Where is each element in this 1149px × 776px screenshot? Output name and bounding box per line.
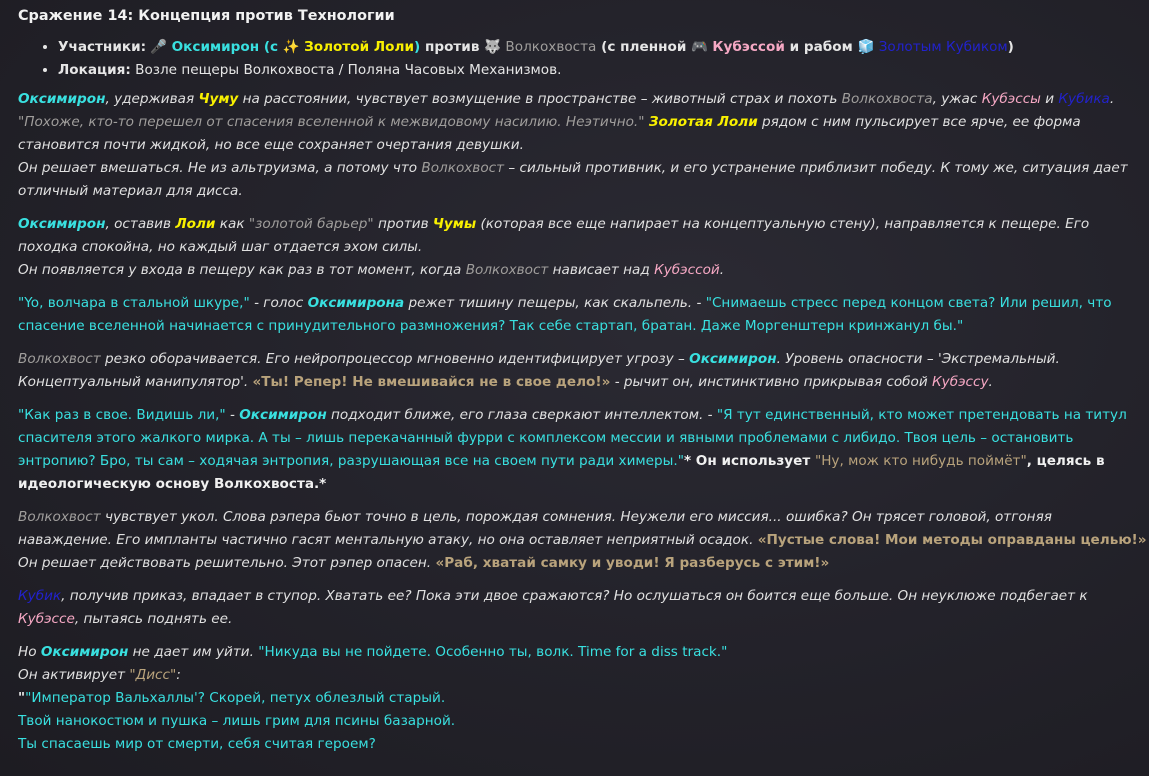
text: Но	[18, 644, 41, 660]
text: нависает над	[548, 262, 655, 278]
paragraph-5	[18, 404, 1149, 496]
text: .	[1109, 91, 1115, 107]
cube-name: Кубик	[18, 588, 62, 604]
wolf-name: Волкохвост	[421, 160, 505, 176]
quote: «Раб, хватай самку и уводи! Я разберусь с этим!»	[435, 555, 830, 571]
paragraph-4	[18, 348, 1149, 394]
oxi-name: Оксимирон	[40, 644, 129, 660]
text: режет тишину пещеры, как скальпель. -	[404, 295, 706, 311]
chuma-name: Чумы	[432, 216, 477, 232]
ice-cube-icon: 🧊	[857, 39, 875, 55]
microphone-icon: 🎤	[150, 39, 168, 55]
text: , пытаясь поднять ее.	[74, 611, 233, 627]
text: . Уровень опасности – 'Экстремальный. Концептуальный манипулятор'.	[18, 351, 1060, 390]
quote: "Никуда вы не пойдете. Особенно ты, волк. Time for a diss track."	[258, 644, 728, 660]
wolf-name: Волкохвоста	[841, 91, 933, 107]
quote: "Yo, волчара в стальной шкуре,"	[18, 295, 250, 311]
quote: "Похоже, кто-то перешел от спасения вселенной к межвидовому насилию. Неэтично."	[18, 114, 645, 130]
kub-name: Кубэссы	[981, 91, 1041, 107]
paragraph-7	[18, 585, 1149, 631]
oxi-name: Оксимирон	[18, 91, 106, 107]
slave-text: и рабом	[784, 39, 858, 55]
cube-name: Золотым Кубиком	[878, 39, 1008, 55]
text: – сильный противник, и его устранение приблизит победу. К тому же, ситуация дает отличный материал для дисса.	[18, 160, 1128, 199]
text: -	[225, 407, 240, 423]
paragraph-2	[18, 213, 1149, 282]
loli-name: Золотой Лоли	[304, 39, 414, 55]
paragraph-8	[18, 641, 1149, 756]
quote: «Пустые слова! Мои методы оправданы целью!»	[757, 532, 1147, 548]
verse-line: "Император Вальхаллы'? Скорей, петух облезлый старый.	[25, 690, 446, 706]
text: , ужас	[932, 91, 982, 107]
quote: "Снимаешь стресс перед концом света? Или решил, что спасение вселенной начинается с принудительного размножения? Так себе стартап, братан. Даже Моргенштерн кринжанул бы."	[18, 295, 1112, 334]
oxi-name: Оксимирон	[689, 351, 777, 367]
kub-name: Кубэссе	[18, 611, 75, 627]
paragraph-3	[18, 292, 1149, 338]
wolf-name: Волкохвост	[18, 351, 101, 367]
oxi-name: Оксимирон	[18, 216, 106, 232]
text: Он решает действовать решительно. Этот рэпер опасен.	[18, 555, 436, 571]
vs-text: против	[420, 39, 485, 55]
text: , удерживая	[105, 91, 199, 107]
wolf-name: Волкохвост	[465, 262, 549, 278]
page-title: Сражение 14: Концепция против Технологии	[18, 8, 395, 24]
verse-line: Ты спасаешь мир от смерти, себя считая героем?	[18, 736, 376, 752]
kub-name: Кубэссой	[654, 262, 720, 278]
sparkle-icon: ✨	[282, 39, 300, 55]
quote-mark: "	[18, 690, 26, 706]
quote: "Я тут единственный, кто может претендовать на титул спасителя этого жалкого мирка. А ты – лишь перекачанный фурри с комплексом мессии и явными проблемами с либидо. Твоя цель – остановить энтропию? Бро, ты сам – ходячая энтропия, разрушающая все на своем пути ради химеры."	[18, 407, 1127, 469]
chuma-name: Чуму	[198, 91, 239, 107]
text: - голос	[249, 295, 308, 311]
quote: "Дисс"	[129, 667, 177, 683]
text: на расстоянии, чувствует возмущение в пространстве – животный страх и похоть	[238, 91, 842, 107]
gamepad-icon: 🎮	[691, 39, 709, 55]
text: чувствует укол. Слова рэпера бьют точно в цель, порождая сомнения. Неужели его миссия... ошибка? Он трясет головой, отгоняя наваждение. Его импланты частично гасят ментальную атаку, но она оставляет неприятный осадок.	[18, 509, 1052, 548]
quote: "золотой барьер"	[248, 216, 374, 232]
loli-name: Золотая Лоли	[648, 114, 758, 130]
oxi-name: Оксимирона	[307, 295, 405, 311]
paren-end: )	[1007, 39, 1014, 55]
oxi-name: Оксимирон	[171, 39, 260, 55]
text: - рычит он, инстинктивно прикрывая собой	[610, 374, 932, 390]
text: как	[215, 216, 249, 232]
quote: «Ты! Репер! Не вмешивайся не в свое дело!»	[252, 374, 611, 390]
participants-item	[58, 36, 1149, 59]
text: резко оборачивается. Его нейропроцессор мгновенно идентифицирует угрозу –	[100, 351, 690, 367]
location-value: Возле пещеры Волкохвоста / Поляна Часовых Механизмов.	[130, 62, 562, 78]
location-label: Локация:	[58, 62, 131, 78]
text: (которая все еще напирает на концептуальную стену), направляется к пещере. Его походка спокойна, но каждый шаг отдается эхом силы.	[18, 216, 1090, 255]
text: Он активирует	[18, 667, 130, 683]
oxi-name: Оксимирон	[239, 407, 327, 423]
info-list	[40, 36, 1149, 82]
cube-name: Кубика	[1058, 91, 1110, 107]
text: против	[373, 216, 433, 232]
wolf-name: Волкохвост	[18, 509, 101, 525]
loli-name: Лоли	[175, 216, 216, 232]
quote: "Как раз в свое. Видишь ли,"	[18, 407, 226, 423]
text: Он решает вмешаться. Не из альтруизма, а потому что	[18, 160, 422, 176]
quote: "Ну, мож кто нибудь поймёт"	[814, 453, 1027, 469]
paren-open: (с	[259, 39, 283, 55]
paragraph-6	[18, 506, 1149, 575]
location-item	[58, 59, 1149, 82]
text: и	[1040, 91, 1059, 107]
kub-name: Кубэссу	[932, 374, 989, 390]
text: , оставив	[105, 216, 176, 232]
text: рядом с ним пульсирует все ярче, ее форма становится почти жидкой, но все еще сохраняет очертания девушки.	[18, 114, 1081, 153]
paren-close: )	[414, 39, 421, 55]
wolf-icon: 🐺	[484, 39, 502, 55]
with-text: (с пленной	[596, 39, 692, 55]
text: :	[176, 667, 181, 683]
text: .	[719, 262, 725, 278]
text: подходит ближе, его глаза сверкают интеллектом. -	[326, 407, 717, 423]
kub-name: Кубэссой	[712, 39, 785, 55]
text: Он появляется у входа в пещеру как раз в тот момент, когда	[18, 262, 466, 278]
paragraph-1	[18, 88, 1149, 203]
participants-label: Участники:	[58, 39, 147, 55]
wolf-name: Волкохвоста	[505, 39, 597, 55]
verse-line: Твой нанокостюм и пушка – лишь грим для псины базарной.	[18, 713, 456, 729]
text: , получив приказ, впадает в ступор. Хватать ее? Пока эти двое сражаются? Но ослушаться он боится еще больше. Он неуклюже подбегает к	[61, 588, 1088, 604]
text: .	[988, 374, 993, 390]
text: , целясь в идеологическую основу Волкохвоста.*	[18, 453, 1105, 492]
text: не дает им уйти.	[128, 644, 259, 660]
text: * Он использует	[683, 453, 815, 469]
